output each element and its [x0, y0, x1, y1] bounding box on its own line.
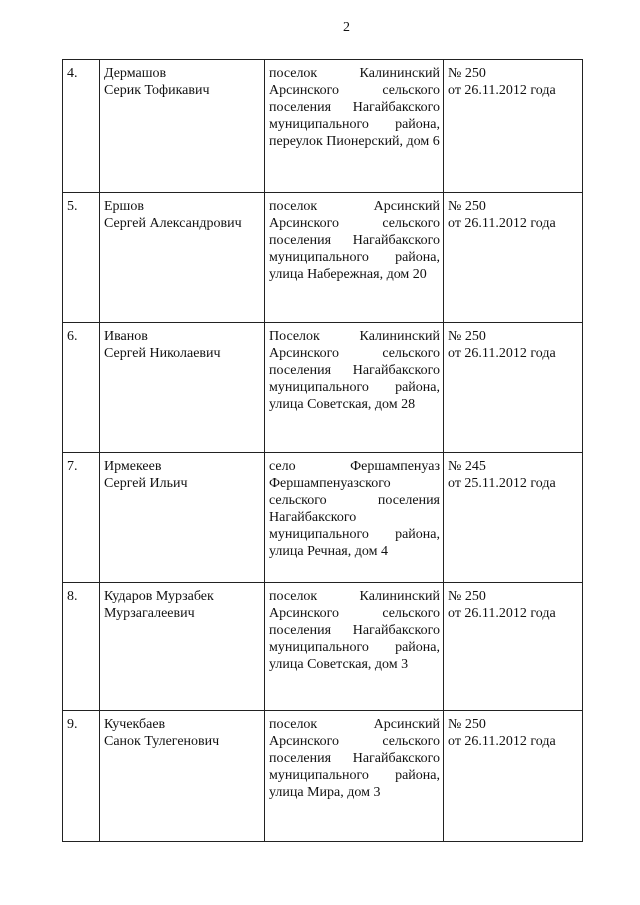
person-address: село Фершампенуаз Фершампенуазского сельского поселения Нагайбакского муниципального района, улица Речная, дом 4 [265, 453, 444, 583]
table-row [63, 60, 583, 193]
person-address: поселок Арсинский Арсинского сельского поселения Нагайбакского муниципального района, улица Мира, дом 3 [265, 711, 444, 842]
table-row [63, 193, 583, 323]
person-name: Кударов Мурзабек Мурзагалеевич [100, 583, 265, 711]
person-name: Ершов Сергей Александрович [100, 193, 265, 323]
decision-reference: № 250 от 26.11.2012 года [444, 60, 583, 193]
person-address: поселок Калининский Арсинского сельского поселения Нагайбакского муниципального района, улица Советская, дом 3 [265, 583, 444, 711]
table-row [63, 583, 583, 711]
person-address: поселок Арсинский Арсинского сельского поселения Нагайбакского муниципального района, улица Набережная, дом 20 [265, 193, 444, 323]
person-name: Кучекбаев Санок Тулегенович [100, 711, 265, 842]
person-name: Иванов Сергей Николаевич [100, 323, 265, 453]
row-number: 7. [63, 453, 100, 583]
person-address: поселок Калининский Арсинского сельского поселения Нагайбакского муниципального района, переулок Пионерский, дом 6 [265, 60, 444, 193]
table-row [63, 711, 583, 842]
row-number: 6. [63, 323, 100, 453]
person-address: Поселок Калининский Арсинского сельского поселения Нагайбакского муниципального района, улица Советская, дом 28 [265, 323, 444, 453]
row-number: 8. [63, 583, 100, 711]
table-row [63, 453, 583, 583]
row-number: 5. [63, 193, 100, 323]
decision-reference: № 250 от 26.11.2012 года [444, 711, 583, 842]
person-name: Ирмекеев Сергей Ильич [100, 453, 265, 583]
registry-table [62, 59, 583, 842]
decision-reference: № 250 от 26.11.2012 года [444, 323, 583, 453]
row-number: 4. [63, 60, 100, 193]
row-number: 9. [63, 711, 100, 842]
decision-reference: № 245 от 25.11.2012 года [444, 453, 583, 583]
person-name: Дермашов Серик Тофикавич [100, 60, 265, 193]
table-row [63, 323, 583, 453]
decision-reference: № 250 от 26.11.2012 года [444, 193, 583, 323]
page-number: 2 [343, 20, 350, 35]
decision-reference: № 250 от 26.11.2012 года [444, 583, 583, 711]
